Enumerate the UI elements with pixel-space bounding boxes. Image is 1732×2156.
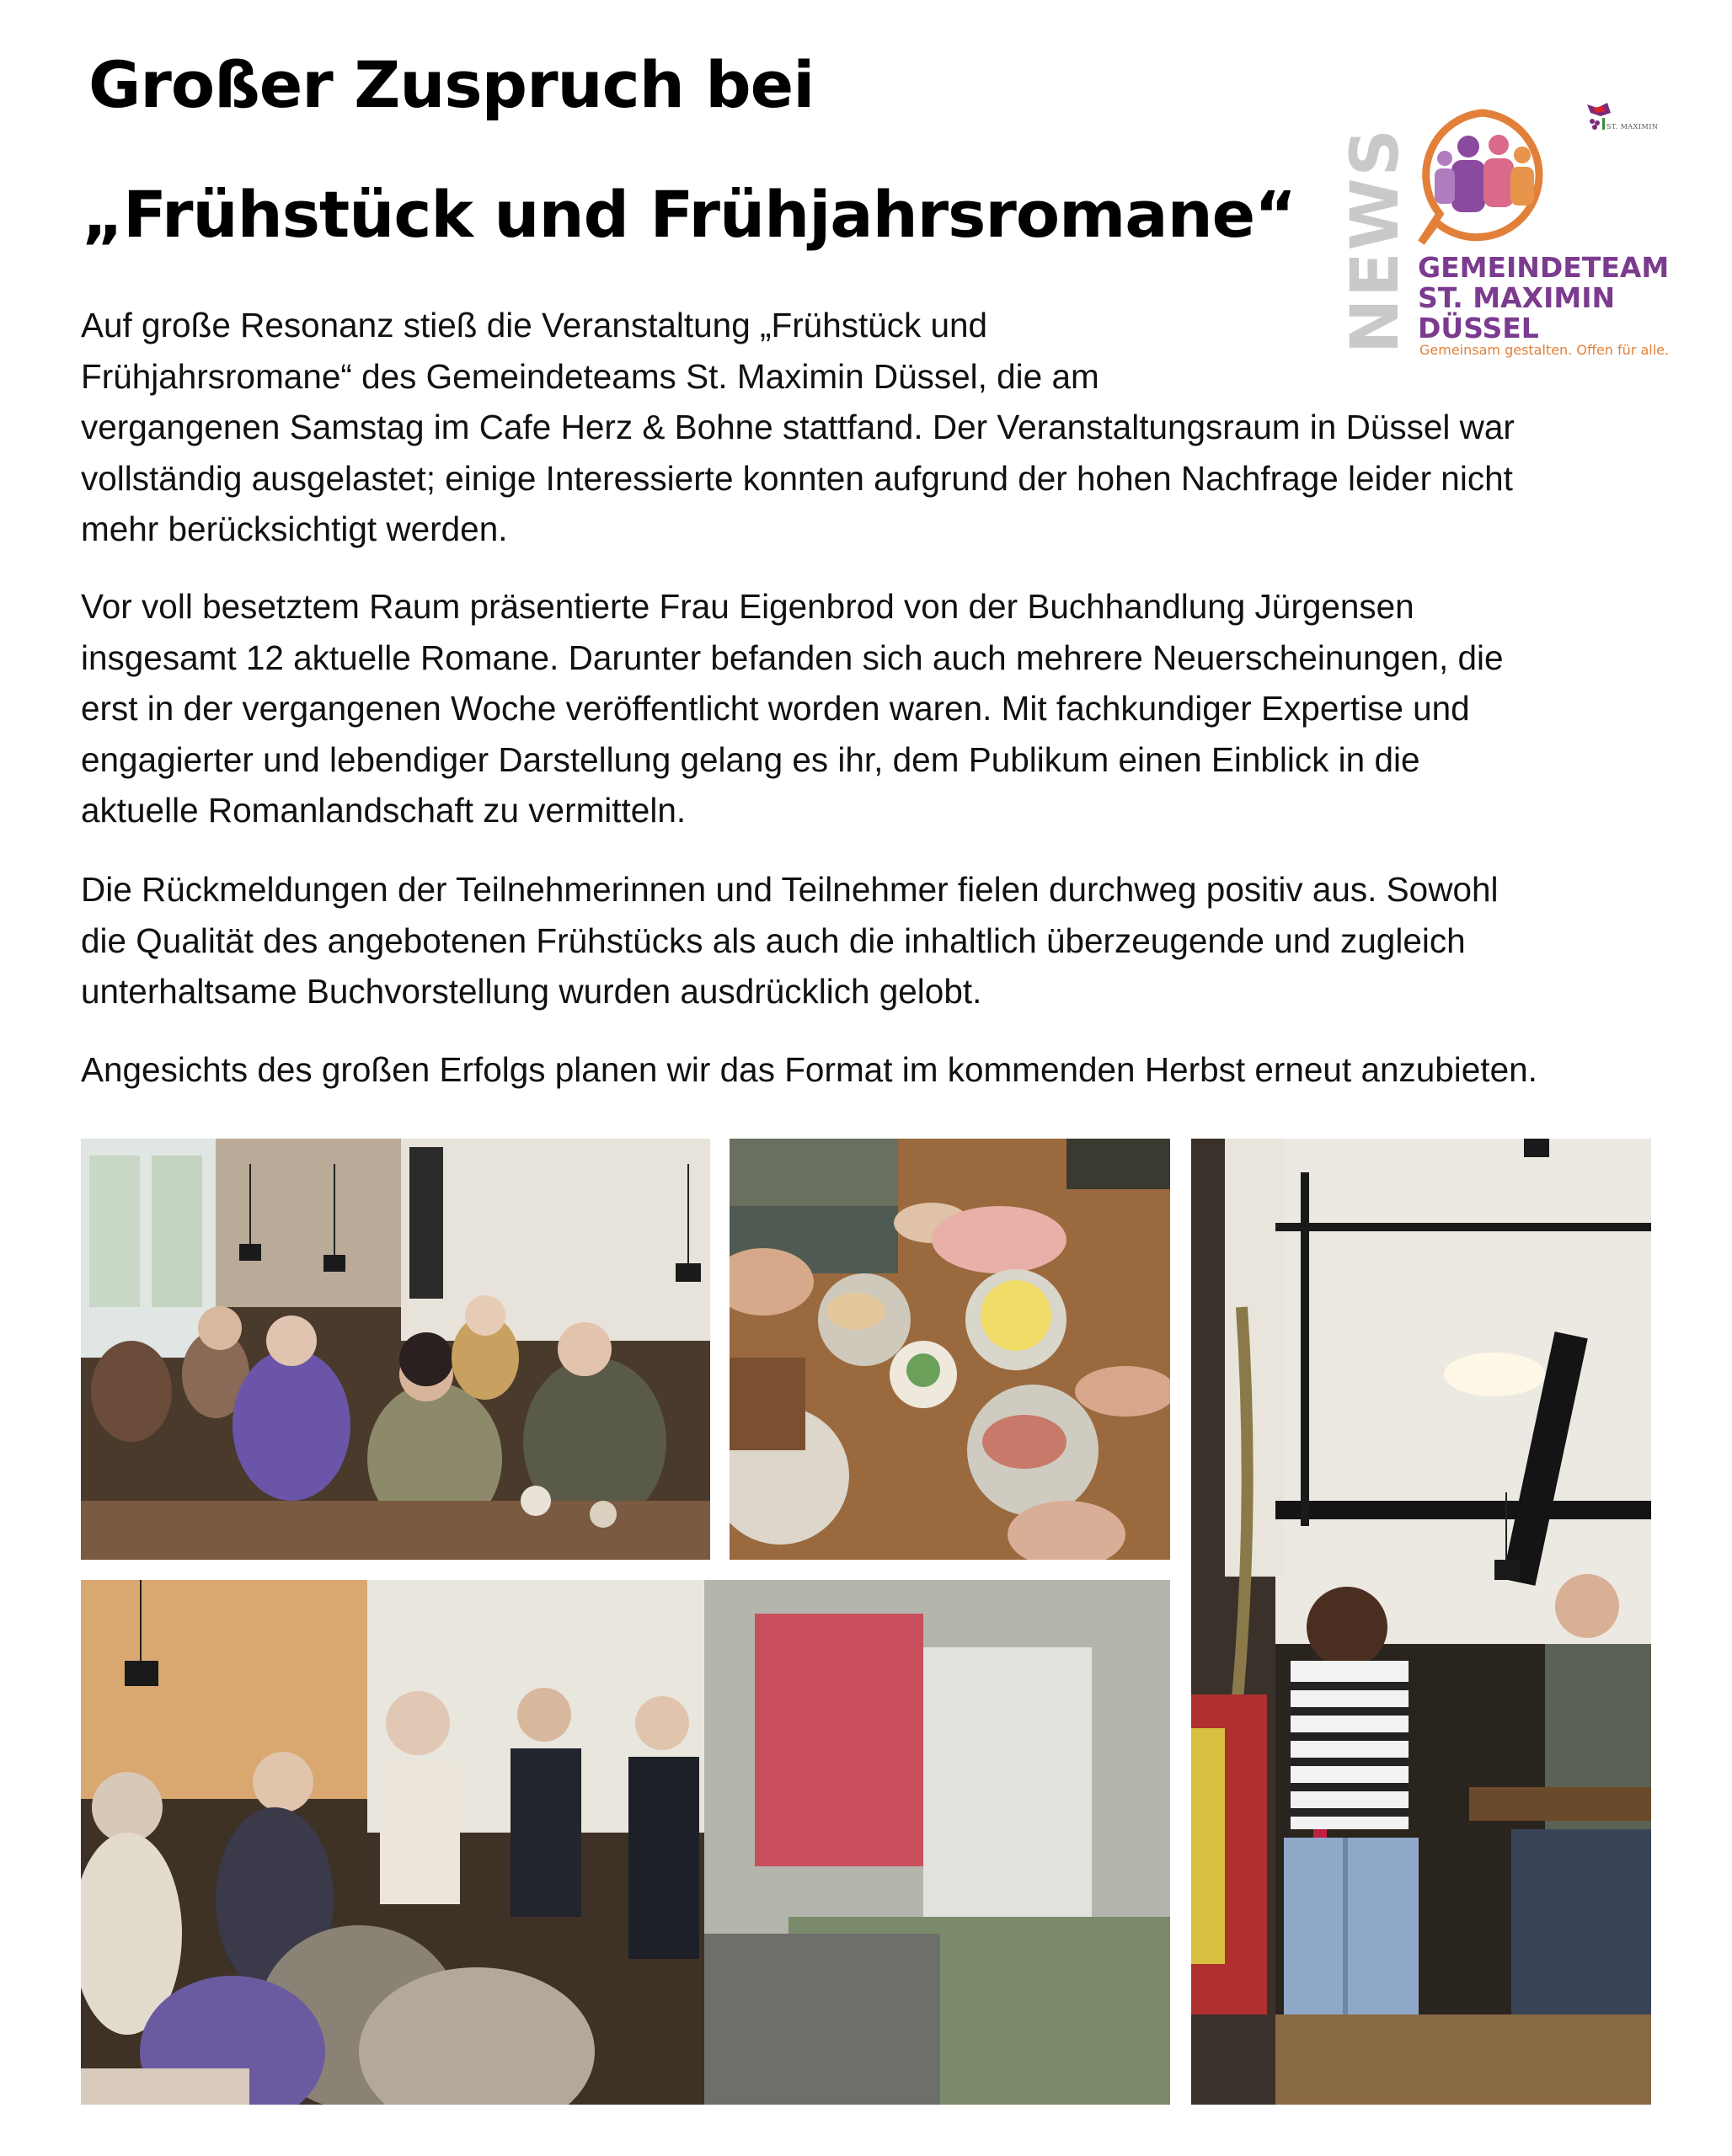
paragraph-line: erst in der vergangenen Woche veröffentlicht worden waren. Mit fachkundiger Expertise und: [81, 689, 1470, 728]
paragraph-line: mehr berücksichtigt werden.: [81, 510, 508, 548]
logo-name-line-3: DÜSSEL: [1418, 312, 1539, 344]
logo-name-line-1: GEMEINDETEAM: [1418, 251, 1670, 284]
paragraph-3: [81, 864, 1499, 1017]
news-label: NEWS: [1338, 127, 1414, 354]
photo-audience-cafe: [81, 1139, 710, 1560]
paragraph-line: insgesamt 12 aktuelle Romane. Darunter befanden sich auch mehrere Neuerscheinungen, die: [81, 638, 1504, 677]
paragraph-line: Auf große Resonanz stieß die Veranstaltung „Frühstück und: [81, 306, 988, 344]
paragraph-1: [81, 300, 1515, 555]
logo-name-line-2: ST. MAXIMIN: [1418, 281, 1616, 314]
paragraph-line: aktuelle Romanlandschaft zu vermitteln.: [81, 791, 687, 830]
paragraph-line: Die Rückmeldungen der Teilnehmerinnen und Teilnehmer fielen durchweg positiv aus. Sowohl: [81, 870, 1499, 909]
logo-slogan: Gemeinsam gestalten. Offen für alle.: [1419, 342, 1670, 358]
paragraph-line: vollständig ausgelastet; einige Interessierte konnten aufgrund der hohen Nachfrage leider nicht: [81, 458, 1513, 498]
paragraph-line: unterhaltsame Buchvorstellung wurden ausdrücklich gelobt.: [81, 972, 982, 1011]
paragraph-line: vergangenen Samstag im Cafe Herz & Bohne stattfand. Der Veranstaltungsraum in Düssel war: [81, 408, 1515, 446]
gemeindeteam-logo-icon: [1411, 106, 1554, 249]
paragraph-4: [81, 1044, 1537, 1096]
paragraph-line: die Qualität des angebotenen Frühstücks als auch die inhaltlich überzeugende und zugleich: [81, 921, 1466, 960]
paragraph-line: Vor voll besetztem Raum präsentierte Frau Eigenbrod von der Buchhandlung Jürgensen: [81, 587, 1414, 626]
photo-breakfast-table: [730, 1139, 1170, 1560]
mini-logo-text: ST. MAXIMIN: [1606, 123, 1659, 131]
photo-presenter-standing: [1191, 1139, 1651, 2105]
photo-group-reflection: [81, 1580, 1170, 2105]
paragraph-2: [81, 581, 1504, 836]
paragraph-line: Frühjahrsromane“ des Gemeindeteams St. Maximin Düssel, die am: [81, 356, 1099, 396]
paragraph-line: Angesichts des großen Erfolgs planen wir das Format im kommenden Herbst erneut anzubieten.: [81, 1050, 1537, 1089]
paragraph-line: engagierter und lebendiger Darstellung gelang es ihr, dem Publikum einen Einblick in die: [81, 739, 1420, 779]
headline-line-1: Großer Zuspruch bei: [88, 47, 815, 122]
headline-line-2: „Frühstück und Frühjahrsromane“: [82, 177, 1296, 252]
